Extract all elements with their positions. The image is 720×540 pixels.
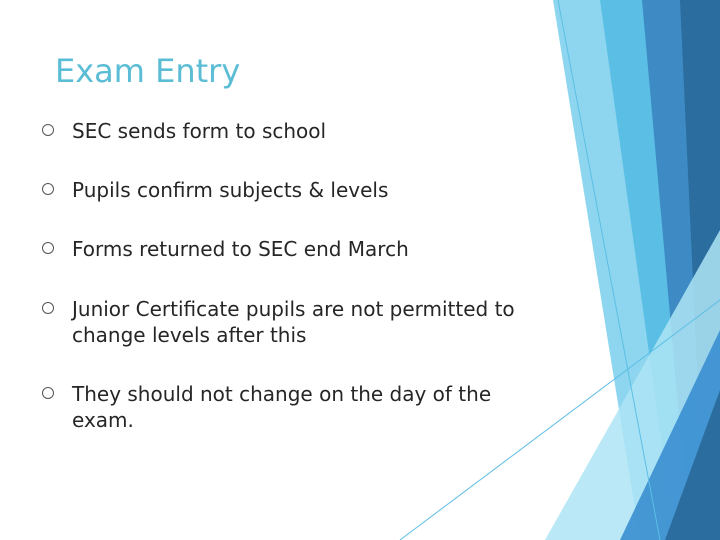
circle-bullet-icon	[42, 387, 54, 399]
slide-title: Exam Entry	[55, 52, 241, 90]
circle-bullet-icon	[42, 124, 54, 136]
bullet-text: SEC sends form to school	[72, 119, 327, 143]
bullet-text: Forms returned to SEC end March	[72, 237, 409, 261]
bullet-item	[42, 236, 542, 262]
bullet-item	[42, 177, 542, 203]
bullet-text: They should not change on the day of the exam.	[72, 382, 492, 432]
bullet-item	[42, 296, 542, 348]
bullet-item	[42, 118, 542, 144]
circle-bullet-icon	[42, 242, 54, 254]
circle-bullet-icon	[42, 302, 54, 314]
bullet-text: Pupils confirm subjects & levels	[72, 178, 389, 202]
circle-bullet-icon	[42, 183, 54, 195]
bullet-item	[42, 381, 542, 433]
bullet-text: Junior Certificate pupils are not permitted to change levels after this	[72, 297, 515, 347]
